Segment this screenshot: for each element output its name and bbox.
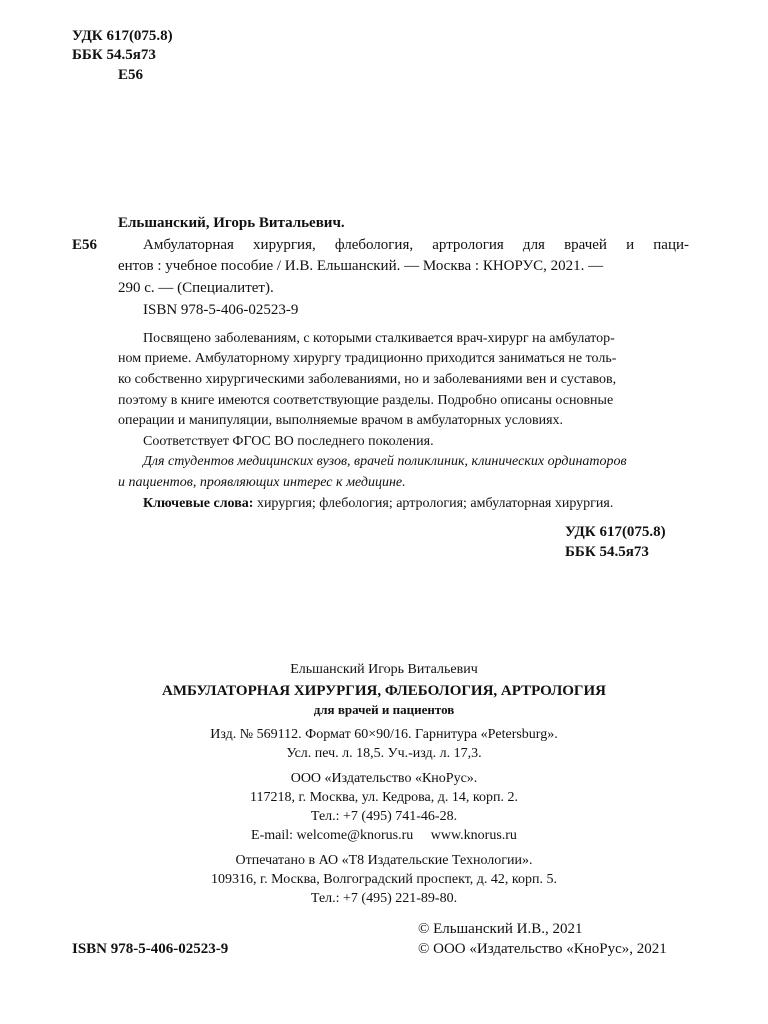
annotation-line-3: ко собственно хирургическими заболеваниями, но и заболеваниями вен и суставов,	[118, 372, 617, 387]
description-line-2: ентов : учебное пособие / И.В. Ельшанский. — Москва : КНОРУС, 2021. —	[118, 258, 604, 274]
isbn-footer: ISBN 978-5-406-02523-9	[72, 941, 229, 957]
printer-address: 109316, г. Москва, Волгоградский проспект, д. 42, корп. 5.	[210, 872, 558, 887]
publisher-address: 117218, г. Москва, ул. Кедрова, д. 14, корп. 2.	[250, 790, 518, 805]
annotation-line-4: поэтому в книге имеются соответствующие разделы. Подробно описаны основные	[118, 393, 614, 408]
copyright-publisher: © ООО «Издательство «КноРус», 2021	[418, 941, 667, 957]
printer-phone: Тел.: +7 (495) 221-89-80.	[310, 891, 458, 906]
keywords-value: хирургия; флебология; артрология; амбулаторная хирургия.	[253, 496, 614, 511]
annotation-line-1: Посвящено заболеваниям, с которыми сталкивается врач-хирург на амбулатор-	[143, 331, 615, 346]
audience-line-1: Для студентов медицинских вузов, врачей поликлиник, клинических ординаторов	[143, 454, 627, 469]
edition-line-2: Усл. печ. л. 18,5. Уч.-изд. л. 17,3.	[286, 746, 482, 761]
isbn-card: ISBN 978-5-406-02523-9	[143, 302, 299, 318]
imprint-author: Ельшанский Игорь Витальевич	[290, 662, 478, 677]
author-mark-card: Е56	[72, 237, 98, 253]
standard-compliance: Соответствует ФГОС ВО последнего поколения.	[143, 434, 434, 449]
udk-code-top: УДК 617(075.8)	[72, 28, 173, 44]
annotation-line-5: операции и манипуляции, выполняемые врачом в амбулаторных условиях.	[118, 413, 564, 428]
bbk-code-top: ББК 54.5я73	[72, 47, 156, 63]
imprint-subtitle: для врачей и пациентов	[313, 702, 455, 717]
description-line-3: 290 с. — (Специалитет).	[118, 280, 274, 296]
publisher-phone: Тел.: +7 (495) 741-46-28.	[310, 809, 458, 824]
publisher-web: E-mail: welcome@knorus.ru www.knorus.ru	[251, 828, 517, 843]
publisher-name: ООО «Издательство «КноРус».	[290, 771, 478, 786]
author-heading: Ельшанский, Игорь Витальевич.	[118, 215, 345, 231]
keywords-label: Ключевые слова:	[143, 496, 254, 511]
annotation-line-2: ном приеме. Амбулаторному хирургу традиционно приходится заниматься не толь-	[118, 351, 617, 366]
keywords	[143, 497, 613, 511]
copyright-author: © Ельшанский И.В., 2021	[418, 921, 583, 937]
udk-code-right: УДК 617(075.8)	[565, 524, 666, 540]
description-line-1: Амбулаторная хирургия, флебология, артрология для врачей и паци-	[143, 237, 689, 253]
edition-line-1: Изд. № 569112. Формат 60×90/16. Гарнитура «Petersburg».	[210, 727, 558, 742]
author-mark-top: Е56	[118, 67, 144, 83]
audience-line-2: и пациентов, проявляющих интерес к медицине.	[118, 475, 406, 490]
imprint-title: АМБУЛАТОРНАЯ ХИРУРГИЯ, ФЛЕБОЛОГИЯ, АРТРОЛОГИЯ	[162, 683, 606, 699]
printer-name: Отпечатано в АО «Т8 Издательские Технологии».	[235, 853, 533, 868]
bbk-code-right: ББК 54.5я73	[565, 544, 649, 560]
